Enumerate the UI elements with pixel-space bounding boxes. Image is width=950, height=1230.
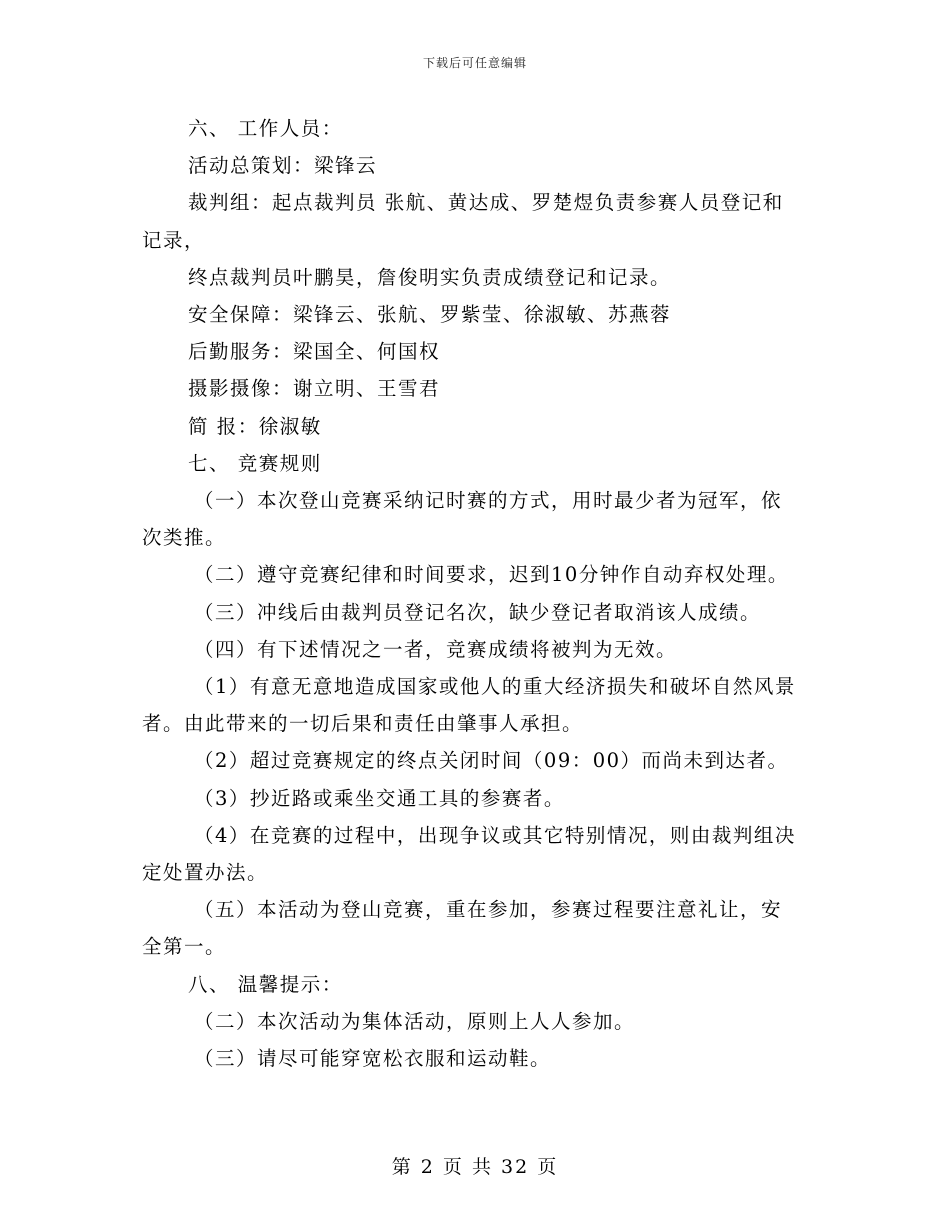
section-heading-tips: 八、 温馨提示： xyxy=(188,972,343,996)
page-number-footer: 第 2 页 共 32 页 xyxy=(391,1156,559,1178)
paragraph-line: （1）有意无意地造成国家或他人的重大经济损失和破坏自然风景 xyxy=(194,675,796,699)
paragraph-line: 摄影摄像：谢立明、王雪君 xyxy=(188,377,441,401)
paragraph-line: 记录， xyxy=(142,228,206,252)
paragraph-line: 全第一。 xyxy=(142,935,227,959)
paragraph-line: （2）超过竞赛规定的终点关闭时间（09：00）而尚未到达者。 xyxy=(194,749,789,773)
paragraph-line: （二）本次活动为集体活动，原则上人人参加。 xyxy=(194,1009,636,1033)
paragraph-line: 次类推。 xyxy=(142,526,227,550)
paragraph-line: （一）本次登山竞赛采纳记时赛的方式，用时最少者为冠军，依 xyxy=(194,489,783,513)
paragraph-line: 简 报：徐淑敏 xyxy=(188,414,322,438)
section-heading-rules: 七、 竞赛规则 xyxy=(188,451,322,475)
paragraph-line: 定处置办法。 xyxy=(142,861,269,885)
paragraph-line: 活动总策划：梁锋云 xyxy=(188,154,378,178)
paragraph-line: （3）抄近路或乘坐交通工具的参赛者。 xyxy=(194,786,565,810)
page-header-note: 下载后可任意编辑 xyxy=(422,56,527,70)
paragraph-line: 裁判组：起点裁判员 张航、黄达成、罗楚煜负责参赛人员登记和 xyxy=(188,191,784,215)
paragraph-line: 后勤服务：梁国全、何国权 xyxy=(188,340,441,364)
section-heading-staff: 六、 工作人员： xyxy=(188,117,343,140)
paragraph-line: （五）本活动为登山竞赛，重在参加，参赛过程要注意礼让，安 xyxy=(194,898,783,922)
paragraph-line: （三）冲线后由裁判员登记名次，缺少登记者取消该人成绩。 xyxy=(194,600,762,624)
paragraph-line: （三）请尽可能穿宽松衣服和运动鞋。 xyxy=(194,1047,552,1071)
paragraph-line: 者。由此带来的一切后果和责任由肇事人承担。 xyxy=(142,712,584,736)
document-body xyxy=(142,110,812,1077)
paragraph-line: 安全保障：梁锋云、张航、罗紫莹、徐淑敏、苏燕蓉 xyxy=(188,303,672,327)
paragraph-line: （四）有下述情况之一者，竞赛成绩将被判为无效。 xyxy=(194,637,678,661)
paragraph-line: （二）遵守竞赛纪律和时间要求，迟到10分钟作自动弃权处理。 xyxy=(194,563,789,587)
paragraph-line: （4）在竞赛的过程中，出现争议或其它特别情况，则由裁判组决 xyxy=(194,823,796,847)
paragraph-line: 终点裁判员叶鹏昊，詹俊明实负责成绩登记和记录。 xyxy=(188,265,672,289)
